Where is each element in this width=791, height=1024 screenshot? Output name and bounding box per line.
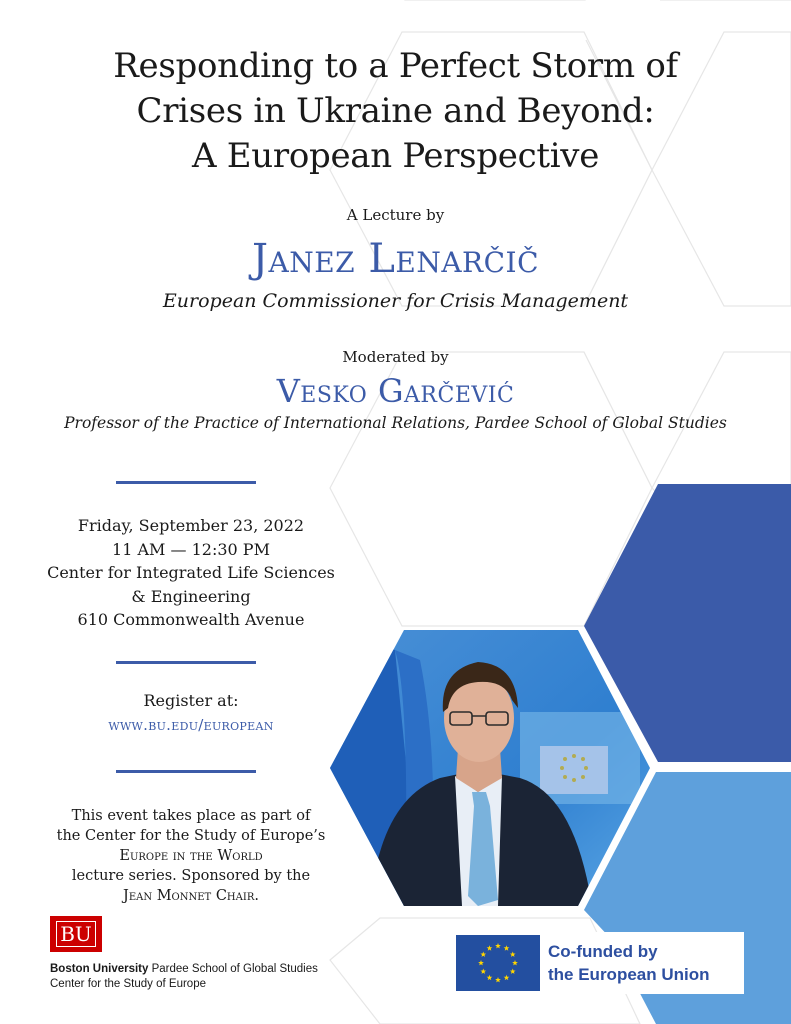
register-link[interactable]: www.bu.edu/european	[108, 716, 274, 734]
series-note	[30, 806, 352, 906]
speaker-name: Janez Lenarčič	[251, 236, 540, 282]
note-line-4: lecture series. Sponsored by the	[71, 868, 311, 884]
bu-affiliation	[50, 962, 318, 992]
event-date: Friday, September 23, 2022	[77, 516, 305, 535]
note-line-3: Europe in the World	[119, 848, 263, 864]
event-title	[40, 44, 751, 179]
bu-name: Boston University	[50, 963, 149, 975]
eu-flag-icon	[456, 935, 540, 991]
note-line-1: This event takes place as part of	[71, 808, 311, 824]
bu-school: Pardee School of Global Studies	[148, 963, 318, 975]
register-label: Register at:	[143, 691, 239, 710]
divider-2	[116, 661, 256, 664]
title-line-2: Crises in Ukraine and Beyond:	[136, 91, 655, 131]
lecture-label: A Lecture by	[346, 206, 445, 224]
bu-center: Center for the Study of Europe	[50, 978, 206, 990]
bu-logo	[50, 916, 102, 952]
event-venue-line-1: Center for Integrated Life Sciences	[47, 563, 335, 582]
note-line-2: the Center for the Study of Europe’s	[56, 828, 326, 844]
moderator-label: Moderated by	[342, 348, 449, 366]
divider-1	[116, 481, 256, 484]
moderator-name: Vesko Garčević	[276, 372, 515, 410]
title-line-1: Responding to a Perfect Storm of	[113, 46, 678, 86]
eu-line-2: the European Union	[548, 965, 710, 984]
bu-logo-text: BU	[56, 921, 96, 947]
moderator-role: Professor of the Practice of International Relations, Pardee School of Global Studies	[64, 414, 727, 432]
event-time: 11 AM — 12:30 PM	[112, 539, 270, 559]
event-venue-line-2: & Engineering	[131, 586, 251, 606]
speaker-role: European Commissioner for Crisis Management	[162, 290, 629, 312]
divider-3	[116, 770, 256, 773]
note-line-5: Jean Monnet Chair.	[123, 888, 259, 904]
eu-line-1: Co-funded by	[548, 942, 658, 961]
event-address: 610 Commonwealth Avenue	[77, 610, 305, 629]
eu-cofunded-logo	[456, 932, 744, 994]
title-line-3: A European Perspective	[191, 136, 600, 176]
event-details	[30, 514, 352, 632]
speaker-photo	[330, 630, 650, 906]
